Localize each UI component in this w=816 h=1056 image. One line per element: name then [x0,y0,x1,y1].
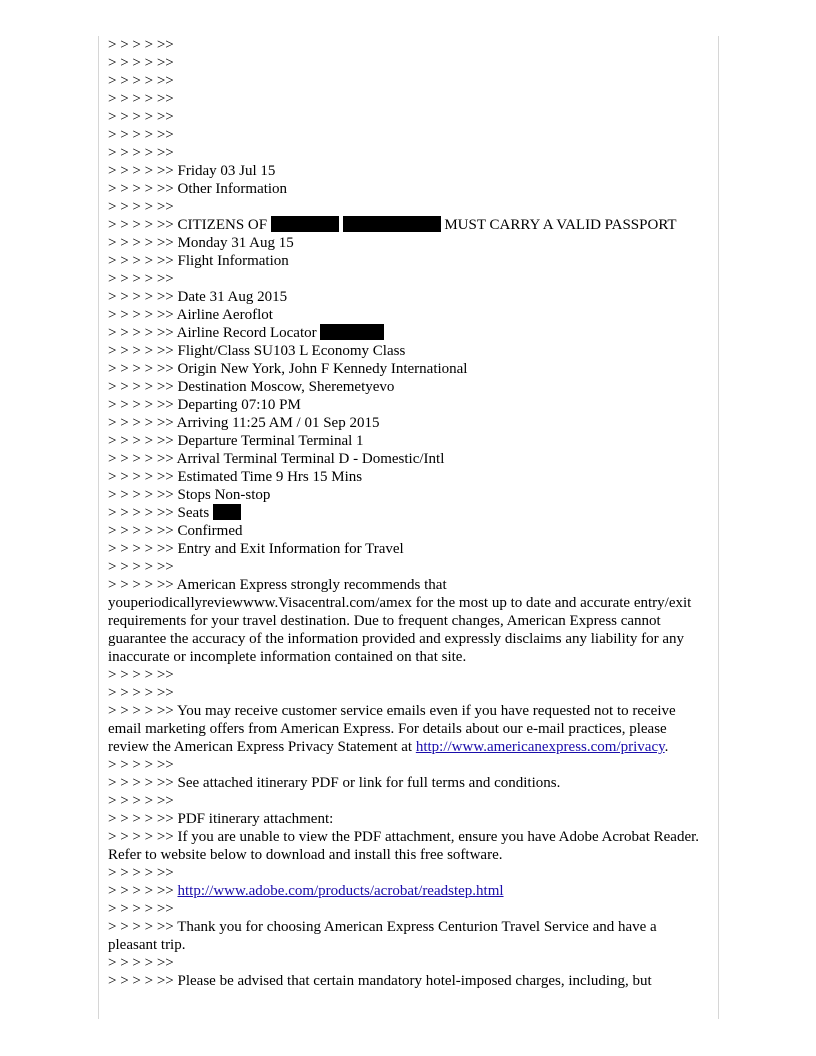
pdf-attachment-label: > > > > >> PDF itinerary attachment: [108,811,334,827]
redaction-box [213,504,241,520]
quote-line: > > > > >> [108,73,174,89]
flight-destination: > > > > >> Destination Moscow, Sheremetyevo [108,379,395,395]
record-locator [108,324,708,342]
quote-line: > > > > >> [108,55,174,71]
passport-notice [108,216,708,234]
see-attached-notice: > > > > >> See attached itinerary PDF or link for full terms and conditions. [108,775,561,791]
adobe-link[interactable]: http://www.adobe.com/products/acrobat/readstep.html [177,883,504,899]
quote-line: > > > > >> [108,559,174,575]
quote-line: > > > > >> [108,667,174,683]
flight-airline: > > > > >> Airline Aeroflot [108,307,273,323]
privacy-notice-text: > > > > >> You may receive customer service emails even if you have requested not to receive email marketing offers from American Express. For details about our e-mail practices, please review the American Express Privacy Statement at [108,703,676,755]
flight-class: > > > > >> Flight/Class SU103 L Economy Class [108,343,406,359]
quote-line: > > > > >> [108,793,174,809]
redaction-box [343,216,441,232]
seats [108,504,708,522]
quote-line: > > > > >> [108,199,174,215]
flight-origin: > > > > >> Origin New York, John F Kennedy International [108,361,468,377]
privacy-notice [108,702,708,756]
estimated-time: > > > > >> Estimated Time 9 Hrs 15 Mins [108,469,363,485]
flight-date: > > > > >> Date 31 Aug 2015 [108,289,288,305]
adobe-link-prefix: > > > > >> [108,883,174,899]
email-body [108,36,708,990]
quote-line: > > > > >> [108,37,174,53]
entry-exit-heading: > > > > >> Entry and Exit Information for Travel [108,541,404,557]
privacy-period: . [664,739,669,755]
quote-line: > > > > >> [108,901,174,917]
confirmed-status: > > > > >> Confirmed [108,523,243,539]
date-header-jul: > > > > >> Friday 03 Jul 15 [108,163,276,179]
acrobat-notice: > > > > >> If you are unable to view the PDF attachment, ensure you have Adobe Acrobat Reader. Refer to website below to download and install this free software. [108,829,700,863]
flight-arriving: > > > > >> Arriving 11:25 AM / 01 Sep 2015 [108,415,380,431]
record-locator-label: > > > > >> Airline Record Locator [108,325,317,341]
flight-stops: > > > > >> Stops Non-stop [108,487,271,503]
quote-line: > > > > >> [108,865,174,881]
visacentral-notice: > > > > >> American Express strongly recommends that youperiodicallyreviewwww.Visacentral.com/amex for the most up to date and accurate entry/exit requirements for your travel destination. Due to frequent changes, American Express cannot guarantee the accuracy of the information provided and expressly disclaims any liability for any inaccurate or incomplete information contained on that site. [108,577,692,665]
redaction-box [271,216,339,232]
departure-terminal: > > > > >> Departure Terminal Terminal 1 [108,433,364,449]
seats-label: > > > > >> Seats [108,505,210,521]
passport-notice-end: MUST CARRY A VALID PASSPORT [444,217,677,233]
flight-information-heading: > > > > >> Flight Information [108,253,289,269]
quote-line: > > > > >> [108,127,174,143]
other-information-heading: > > > > >> Other Information [108,181,288,197]
passport-notice-start: > > > > >> CITIZENS OF [108,217,268,233]
privacy-link[interactable]: http://www.americanexpress.com/privacy [415,739,665,755]
quote-line: > > > > >> [108,145,174,161]
quote-line: > > > > >> [108,685,174,701]
arrival-terminal: > > > > >> Arrival Terminal Terminal D - Domestic/Intl [108,451,445,467]
quote-line: > > > > >> [108,757,174,773]
quote-line: > > > > >> [108,271,174,287]
date-header-aug: > > > > >> Monday 31 Aug 15 [108,235,294,251]
hotel-charges-notice: > > > > >> Please be advised that certain mandatory hotel-imposed charges, including, but [108,973,652,989]
flight-departing: > > > > >> Departing 07:10 PM [108,397,301,413]
redaction-box [320,324,384,340]
thank-you-message: > > > > >> Thank you for choosing American Express Centurion Travel Service and have a pleasant trip. [108,919,657,953]
quote-line: > > > > >> [108,109,174,125]
quote-line: > > > > >> [108,91,174,107]
adobe-link-line [108,882,708,900]
quote-line: > > > > >> [108,955,174,971]
